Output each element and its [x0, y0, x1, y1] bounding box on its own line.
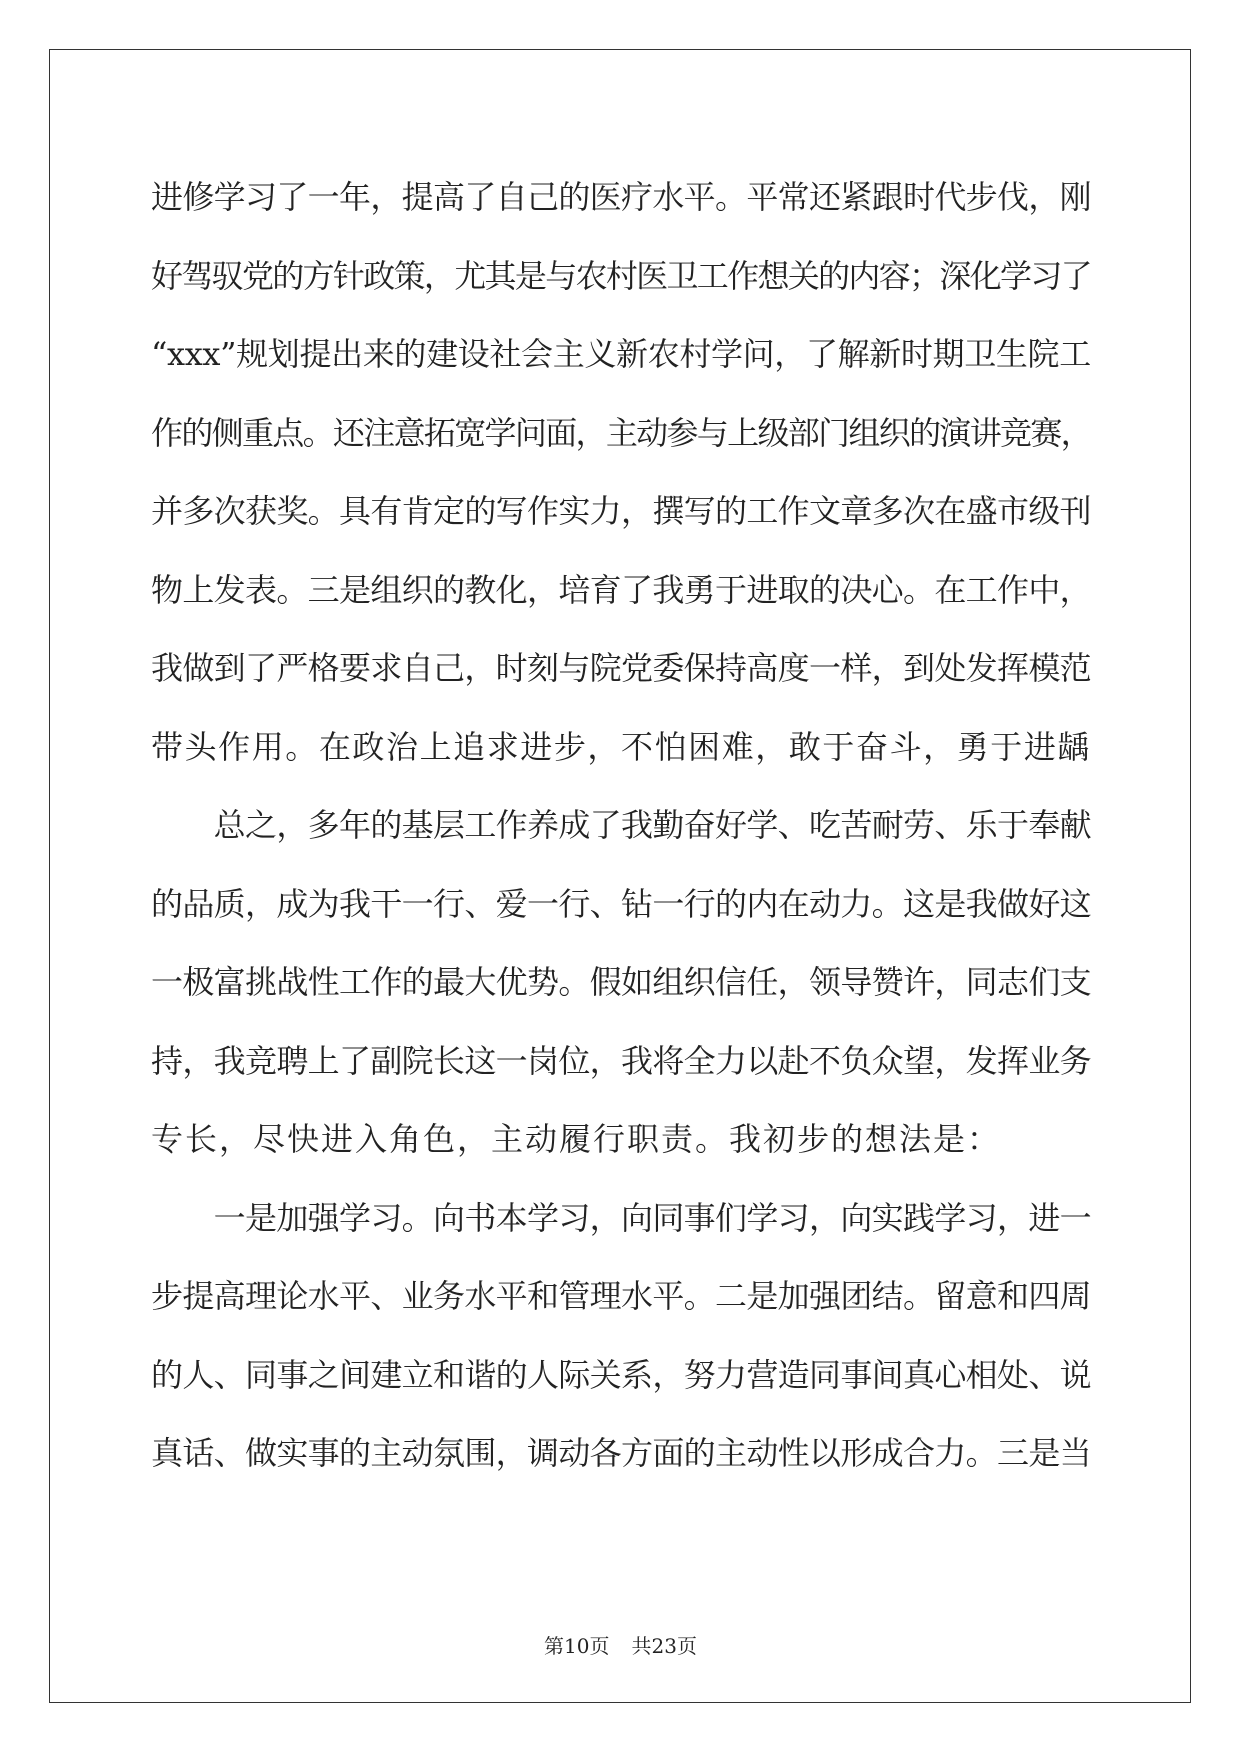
text-line: “xxx”规划提出来的建设社会主义新农村学问，了解新时期卫生院工 [151, 335, 1091, 373]
text-line: 带头作用。在政治上追求进步，不怕困难，敢于奋斗，勇于进龋 [151, 727, 1092, 766]
document-body [151, 158, 1091, 1493]
text-line: 专长，尽快进入角色，主动履行职责。我初步的想法是： [151, 1120, 1002, 1158]
page-number: 第10页 [544, 1634, 610, 1658]
text-line: 物上发表。三是组织的教化，培育了我勇于进取的决心。在工作中， [151, 570, 1092, 609]
text-line: 我做到了严格要求自己，时刻与院党委保持高度一样，到处发挥模范 [151, 649, 1092, 687]
text-line: 的人、同事之间建立和谐的人际关系，努力营造同事间真心相处、说 [151, 1355, 1092, 1394]
page-footer [0, 1630, 1241, 1659]
text-line: 的品质，成为我干一行、爱一行、钻一行的内在动力。这是我做好这 [151, 884, 1092, 923]
text-line: 步提高理论水平、业务水平和管理水平。二是加强团结。留意和四周 [151, 1277, 1092, 1315]
total-pages: 共23页 [631, 1634, 697, 1658]
text-line: 真话、做实事的主动氛围，调动各方面的主动性以形成合力。三是当 [151, 1434, 1092, 1472]
text-line: 作的侧重点。还注意拓宽学问面，主动参与上级部门组织的演讲竞赛， [151, 413, 1092, 452]
text-line: 持，我竞聘上了副院长这一岗位，我将全力以赴不负众望，发挥业务 [151, 1041, 1092, 1080]
text-line: 一极富挑战性工作的最大优势。假如组织信任，领导赞许，同志们支 [151, 963, 1092, 1001]
text-line: 一是加强学习。向书本学习，向同事们学习，向实践学习，进一 [151, 1198, 1092, 1237]
text-line: 并多次获奖。具有肯定的写作实力，撰写的工作文章多次在盛市级刊 [151, 492, 1092, 530]
text-line: 好驾驭党的方针政策，尤其是与农村医卫工作想关的内容；深化学习了 [151, 256, 1092, 295]
text-line: 进修学习了一年，提高了自己的医疗水平。平常还紧跟时代步伐，刚 [151, 178, 1092, 216]
text-line: 总之，多年的基层工作养成了我勤奋好学、吃苦耐劳、乐于奉献 [151, 806, 1092, 844]
